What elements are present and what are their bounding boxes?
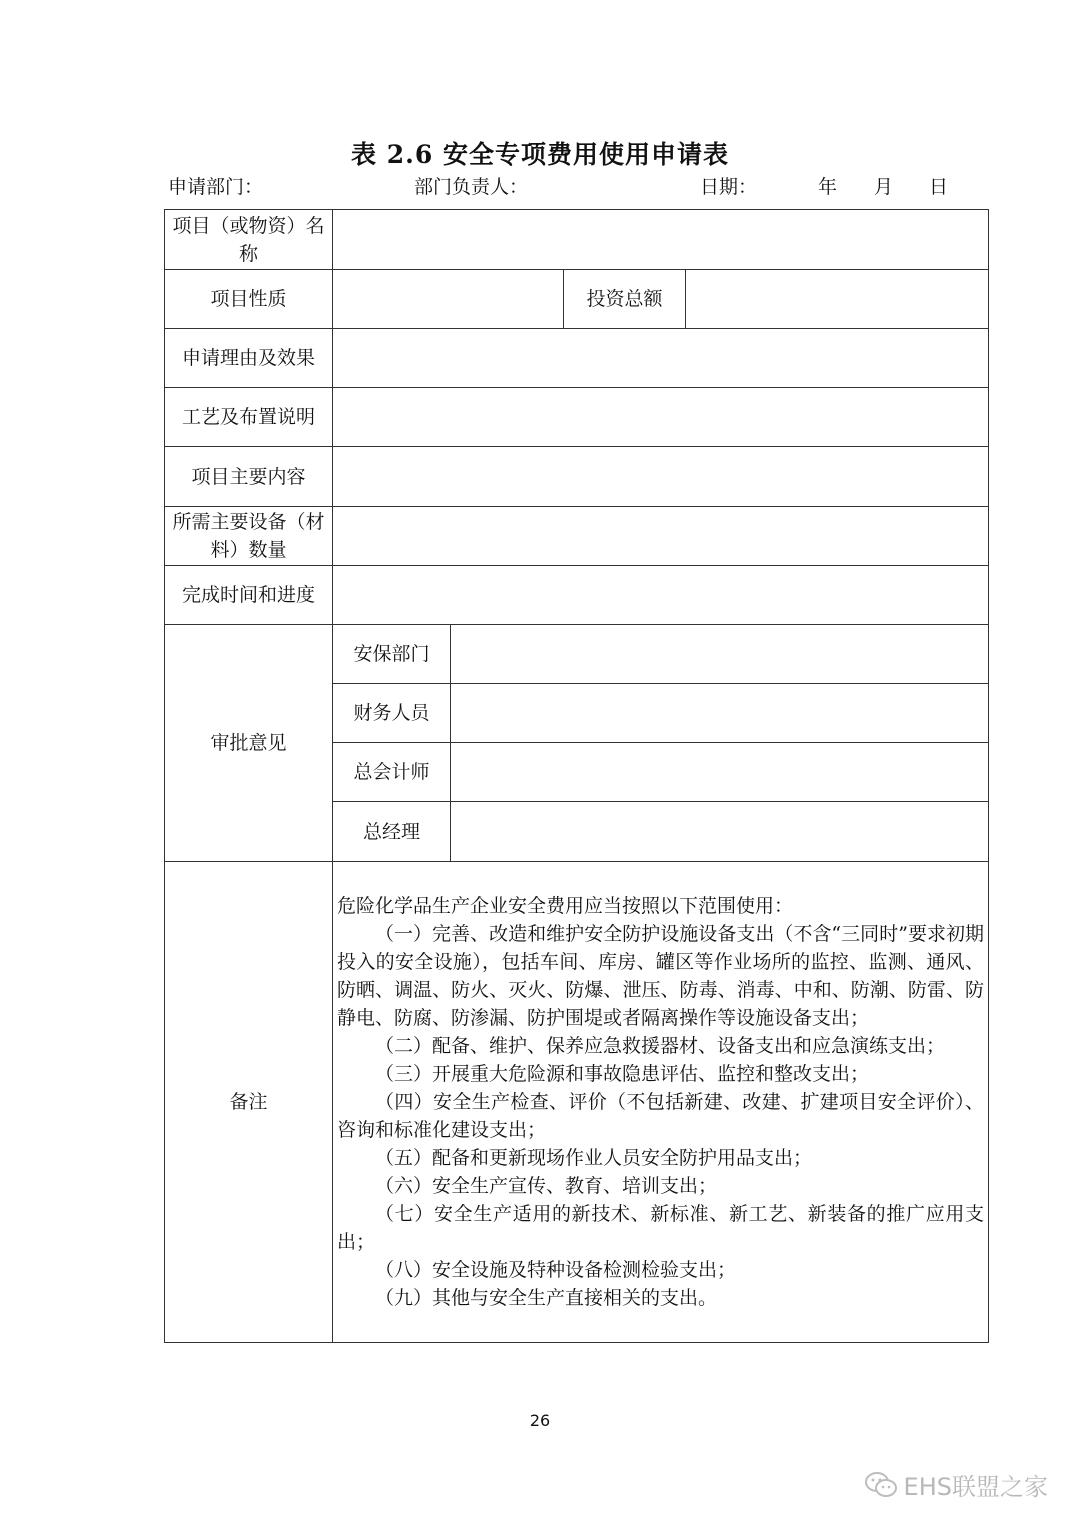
schedule-field[interactable] xyxy=(333,566,989,625)
notes-item: （三）开展重大危险源和事故隐患评估、监控和整改支出； xyxy=(375,1063,870,1085)
watermark xyxy=(864,1467,1048,1502)
notes-item: （七）安全生产适用的新技术、新标准、新工艺、新装备的推广应用支出； xyxy=(337,1203,984,1253)
approval-label: 审批意见 xyxy=(165,625,333,862)
main-content-field[interactable] xyxy=(333,447,989,507)
process-layout-field[interactable] xyxy=(333,388,989,447)
wechat-icon xyxy=(864,1471,898,1499)
notes-item: （五）配备和更新现场作业人员安全防护用品支出； xyxy=(375,1147,813,1169)
notes-item: （二）配备、维护、保养应急救援器材、设备支出和应急演练支出； xyxy=(375,1035,946,1057)
reason-effect-field[interactable] xyxy=(333,329,989,388)
project-name-field[interactable] xyxy=(333,210,989,270)
notes-item: （八）安全设施及特种设备检测检验支出； xyxy=(375,1259,737,1281)
year-label: 年 xyxy=(818,176,838,198)
remarks-label: 备注 xyxy=(165,862,333,1343)
application-form-table xyxy=(164,209,989,1343)
notes-item: （九）其他与安全生产直接相关的支出。 xyxy=(375,1287,718,1309)
watermark-text: EHS联盟之家 xyxy=(903,1473,1048,1501)
approver-chief-accountant-field[interactable] xyxy=(451,743,989,802)
notes-intro: 危险化学品生产企业安全费用应当按照以下范围使用： xyxy=(337,895,794,917)
month-label: 月 xyxy=(874,176,894,198)
reason-effect-label: 申请理由及效果 xyxy=(165,329,333,388)
day-label: 日 xyxy=(929,176,949,198)
approver-general-manager-field[interactable] xyxy=(451,802,989,862)
approver-security-dept: 安保部门 xyxy=(333,625,451,684)
approver-finance-staff: 财务人员 xyxy=(333,684,451,743)
investment-total-label: 投资总额 xyxy=(564,270,686,329)
form-title: 表 2.6 安全专项费用使用申请表 xyxy=(351,140,729,169)
investment-total-field[interactable] xyxy=(686,270,989,329)
notes-item: （四）安全生产检查、评价（不包括新建、改建、扩建项目安全评价）、咨询和标准化建设支出； xyxy=(337,1091,984,1141)
notes-item: （一）完善、改造和维护安全防护设施设备支出（不含“三同时”要求初期投入的安全设施），包括车间、库房、罐区等作业场所的监控、监测、通风、防晒、调温、防火、灭火、防爆、泄压、防毒、消毒、中和、防潮、防雷、防静电、防腐、防渗漏、防护围堤或者隔离操作等设施设备支出； xyxy=(337,923,984,1029)
remarks-content xyxy=(333,862,989,1343)
equipment-qty-label: 所需主要设备（材料）数量 xyxy=(165,507,333,566)
main-content-label: 项目主要内容 xyxy=(165,447,333,507)
project-name-label: 项目（或物资）名称 xyxy=(165,210,333,270)
project-nature-field[interactable] xyxy=(333,270,564,329)
leader-label: 部门负责人： xyxy=(414,176,529,198)
dept-label: 申请部门： xyxy=(168,176,264,198)
project-nature-label: 项目性质 xyxy=(165,270,333,329)
approver-general-manager: 总经理 xyxy=(333,802,451,862)
approver-chief-accountant: 总会计师 xyxy=(333,743,451,802)
process-layout-label: 工艺及布置说明 xyxy=(165,388,333,447)
approver-security-dept-field[interactable] xyxy=(451,625,989,684)
page-number: 26 xyxy=(529,1411,551,1430)
date-label: 日期： xyxy=(700,176,758,198)
approver-finance-staff-field[interactable] xyxy=(451,684,989,743)
schedule-label: 完成时间和进度 xyxy=(165,566,333,625)
notes-item: （六）安全生产宣传、教育、培训支出； xyxy=(375,1175,718,1197)
equipment-qty-field[interactable] xyxy=(333,507,989,566)
